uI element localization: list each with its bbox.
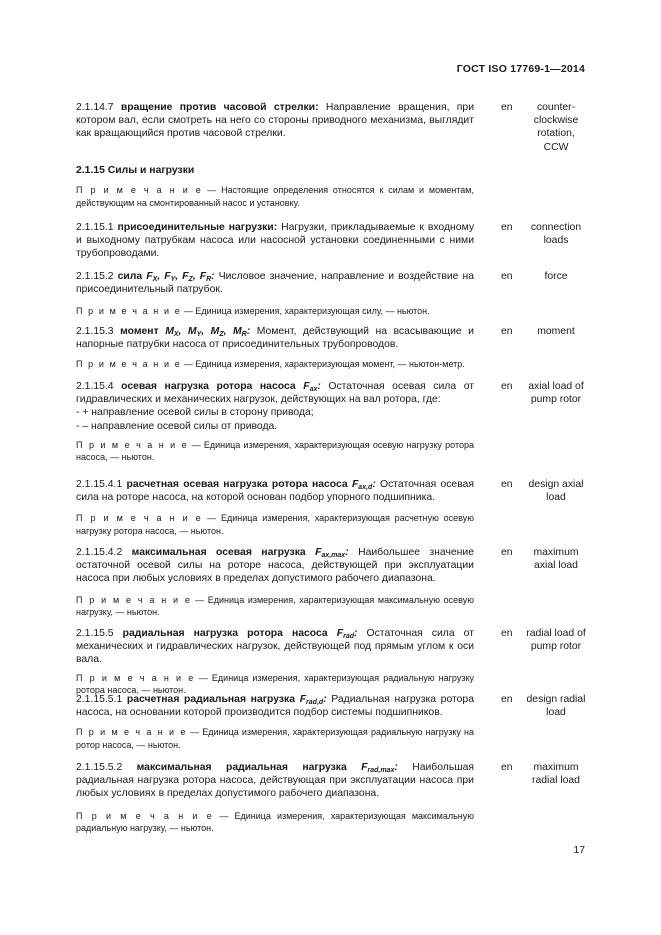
term-symbol: $F_{ax}$: — [303, 381, 321, 393]
term-ru: расчетная осевая нагрузка ротора насоса — [126, 479, 348, 490]
note-label: П р и м е ч а н и е — [76, 306, 182, 317]
document-header: ГОСТ ISO 17769-1—2014 — [456, 63, 585, 75]
definition — [76, 325, 474, 351]
entry-2.1.15.4.1 — [76, 478, 586, 538]
language-code: en — [501, 326, 513, 337]
entry-number: 2.1.15.5.2 — [76, 762, 123, 773]
entry-2.1.15.1 — [76, 221, 586, 261]
note-label: П р и м е ч а н и е — [76, 594, 192, 605]
note-label: П р и м е ч а н и е — [76, 810, 214, 821]
note-label: П р и м е ч а н и е — [76, 439, 189, 450]
entry-2.1.15.5 — [76, 627, 586, 697]
list-item: - + направление осевой силы в сторону привода; — [76, 407, 314, 419]
definition — [76, 546, 474, 586]
note-label: П р и м е ч а н и е — [76, 359, 182, 370]
language-code: en — [501, 479, 513, 490]
note-label: П р и м е ч а н и е — [76, 185, 203, 195]
definition — [76, 101, 474, 141]
term-en: moment — [537, 326, 575, 337]
term-ru: присоединительные нагрузки: — [117, 222, 278, 233]
term-ru: максимальная радиальная нагрузка — [136, 762, 347, 773]
note-text: П р и м е ч а н и е — Единица измерения, характеризующая осевую нагрузку ротора насоса, — ньютон. — [76, 439, 474, 463]
note-text: П р и м е ч а н и е — Настоящие определения относятся к силам и моментам, действующим на смонтированный насос и установку. — [76, 185, 474, 208]
definition — [76, 221, 474, 261]
definition-text: Остаточная осевая сила на роторе насоса, на которой основан подбор упорного подшипника. — [76, 479, 475, 504]
term-ru: максимальная осевая нагрузка — [131, 547, 306, 558]
term-en: force — [544, 271, 568, 282]
note-text: П р и м е ч а н и е — Единица измерения, характеризующая радиальную нагрузку ротора насоса, — ньютон. — [76, 672, 474, 696]
term-ru: сила — [117, 271, 143, 282]
entry-2.1.15.3 — [76, 325, 586, 371]
entry-number: 2.1.15.4 — [76, 381, 114, 392]
page-number: 17 — [573, 845, 585, 856]
term-ru: момент — [120, 326, 159, 337]
note-text: П р и м е ч а н и е — Единица измерения, характеризующая максимальную радиальную нагрузку, — ньютон. — [76, 810, 474, 834]
term-symbol: $F_{ax,max}$: — [315, 547, 349, 559]
term-symbol: $F_{rad,d}$: — [299, 694, 327, 706]
language-code: en — [501, 628, 513, 639]
term-en: design axial load — [528, 479, 584, 504]
language-code: en — [501, 381, 513, 392]
entry-2.1.15.2 — [76, 270, 586, 318]
definition — [76, 693, 474, 719]
definition-text: Радиальная нагрузка ротора насоса, на основании которой производится подбор системы подшипников. — [76, 694, 474, 719]
definition-text: Наибольшая радиальная нагрузка ротора насоса, действующая при эксплуатации насоса при любых условиях в пределах допустимого рабочего диапазона. — [76, 762, 475, 800]
note-text: П р и м е ч а н и е — Единица измерения, характеризующая силу, — ньютон. — [76, 306, 430, 317]
definition — [76, 270, 474, 296]
entry-2.1.15.5.1 — [76, 693, 586, 752]
term-en: maximum axial load — [533, 547, 579, 572]
entry-number: 2.1.15.5.1 — [76, 694, 123, 705]
term-symbol: $F_{ax,d}$: — [351, 479, 376, 491]
section-note — [76, 184, 586, 209]
note-text: П р и м е ч а н и е — Единица измерения, характеризующая момент, — ньютон-метр. — [76, 359, 465, 370]
definition — [76, 478, 474, 504]
entry-number: 2.1.15.4.2 — [76, 547, 123, 558]
note-text: П р и м е ч а н и е — Единица измерения, характеризующая максимальную осевую нагрузку, — ньютон. — [76, 594, 474, 618]
entry-number: 2.1.15.2 — [76, 271, 114, 282]
term-en: connection loads — [530, 222, 582, 247]
entry-2.1.15.4 — [76, 380, 586, 464]
term-ru: осевая нагрузка ротора насоса — [121, 381, 296, 392]
note-label: П р и м е ч а н и е — [76, 672, 195, 683]
definition-text: Наибольшее значение остаточной осевой силы на роторе насоса, действующей при эксплуатации насоса при любых условиях в пределах допустимого рабочего диапазона. — [76, 547, 474, 585]
entry-number: 2.1.15.1 — [76, 222, 114, 233]
term-en: axial load of pump rotor — [528, 381, 584, 406]
term-ru: вращение против часовой стрелки: — [120, 102, 319, 113]
entry-2.1.15.4.2 — [76, 546, 586, 619]
language-code: en — [501, 547, 513, 558]
list-item: - – направление осевой силы от привода. — [76, 420, 278, 432]
entry-2.1.14.7 — [76, 101, 586, 153]
term-en: counter-clockwise rotation, CCW — [533, 102, 579, 153]
definition — [76, 761, 474, 801]
definition-text: Остаточная осевая сила от гидравлических и механических нагрузок, действующих на вал ротора, где: — [76, 381, 474, 406]
note-label: П р и м е ч а н и е — [76, 513, 203, 524]
definition-text: Направление вращения, при котором вал, если смотреть на него со стороны приводного механизма, выглядит как вращающийся против часовой стрелки. — [76, 102, 475, 140]
term-symbol: $F_X$, $F_Y$, $F_Z$, $F_R$: — [146, 271, 215, 283]
entry-number: 2.1.15.4.1 — [76, 479, 123, 490]
term-en: maximum radial load — [532, 762, 580, 787]
note-label: П р и м е ч а н и е — [76, 727, 188, 738]
term-symbol: $M_X$, $M_Y$, $M_Z$, $M_R$: — [165, 326, 251, 338]
definition — [76, 627, 474, 667]
section-heading: 2.1.15 Силы и нагрузки — [76, 165, 195, 176]
note-text: П р и м е ч а н и е — Единица измерения, характеризующая расчетную осевую нагрузку ротора насоса, — ньютон. — [76, 513, 475, 536]
definition-text: Момент, действующий на всасывающие и напорные патрубки насоса от присоединительных трубопроводов. — [76, 326, 474, 351]
definition-text: Числовое значение, направление и воздействие на присоединительный патрубок. — [76, 271, 475, 296]
definition-text: Остаточная сила от механических и гидравлических нагрузок, действующей под прямым углом к оси вала. — [76, 628, 474, 666]
definition — [76, 380, 474, 433]
term-symbol: $F_{rad,max}$: — [361, 762, 398, 774]
term-en: design radial load — [526, 694, 586, 719]
entry-number: 2.1.15.5 — [76, 628, 114, 639]
language-code: en — [501, 271, 513, 282]
term-en: radial load of pump rotor — [526, 628, 586, 653]
language-code: en — [501, 694, 513, 705]
note-text: П р и м е ч а н и е — Единица измерения, характеризующая радиальную нагрузку на ротор насоса, — ньютон. — [76, 727, 474, 750]
entry-2.1.15.5.2 — [76, 761, 586, 835]
entry-number: 2.1.15.3 — [76, 326, 114, 337]
language-code: en — [501, 102, 513, 113]
language-code: en — [501, 762, 513, 773]
definition-text: Нагрузки, прикладываемые к входному и выходному патрубкам насоса или насосной установки соединенными с ними трубопроводами. — [76, 222, 475, 260]
language-code: en — [501, 222, 513, 233]
term-ru: радиальная нагрузка ротора насоса — [122, 628, 328, 639]
term-symbol: $F_{rad}$: — [336, 628, 358, 640]
term-ru: расчетная радиальная нагрузка — [126, 694, 296, 705]
entry-number: 2.1.14.7 — [76, 102, 114, 113]
